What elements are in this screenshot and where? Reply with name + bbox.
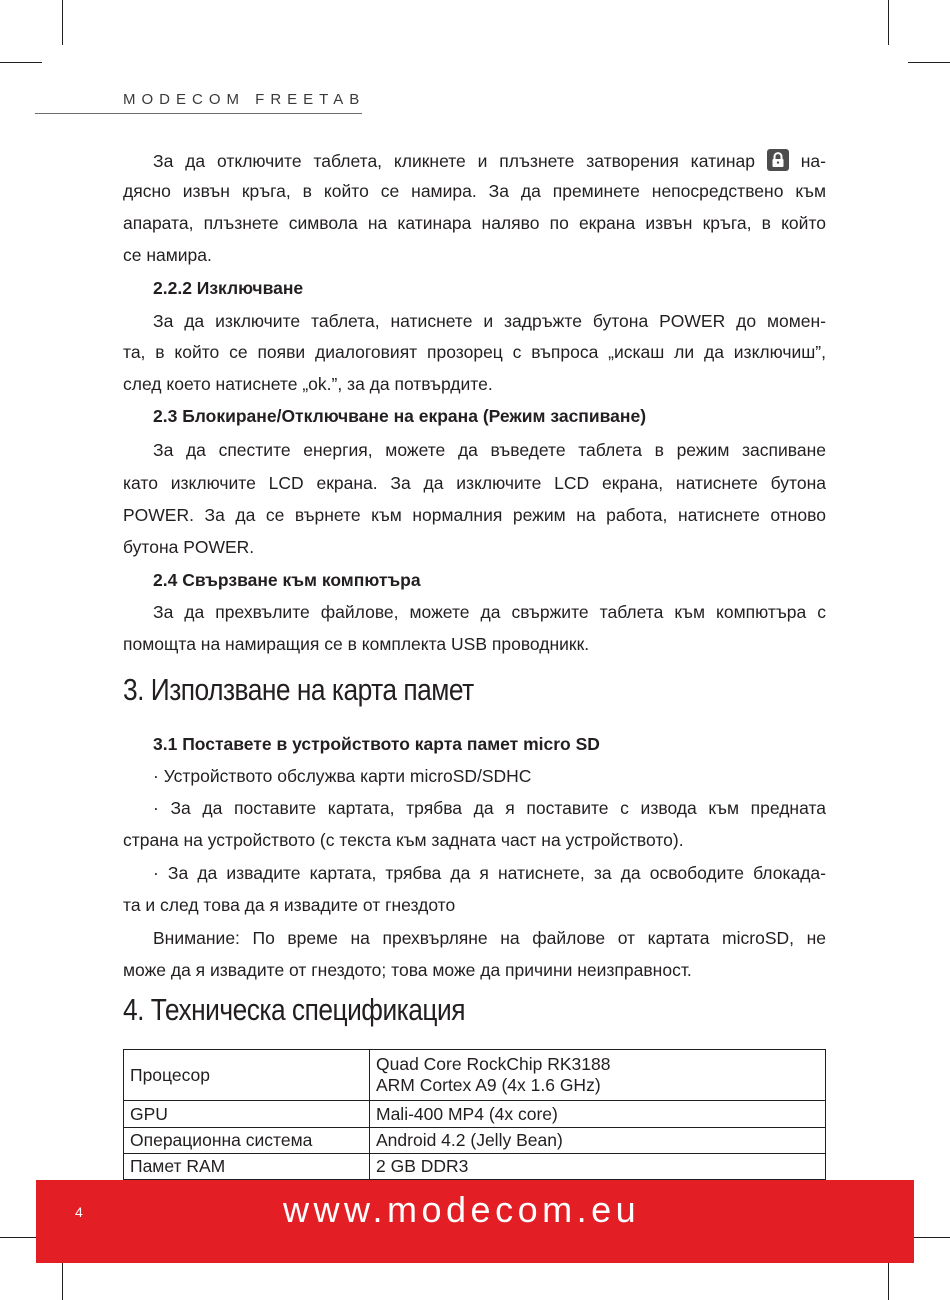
section-heading: 3. Използване на карта памет [123, 672, 474, 707]
body-text: на- [800, 151, 826, 171]
subsection-heading: 2.2.2 Изключване [153, 278, 304, 298]
crop-mark [0, 62, 42, 63]
body-line: За да прехвълите файлове, можете да свържите таблета към компютъра с [153, 602, 826, 622]
spec-value-line: ARM Cortex A9 (4x 1.6 GHz) [376, 1075, 601, 1095]
crop-mark [62, 0, 63, 45]
body-line: POWER. За да се върнете към нормалния режим на работа, натиснете отново [123, 505, 826, 525]
table-row [124, 1050, 826, 1101]
subsection-heading: 3.1 Поставете в устройството карта памет micro SD [153, 734, 600, 754]
bullet-line: · За да поставите картата, трябва да я поставите с извода към предната [153, 798, 826, 818]
body-line [153, 149, 826, 171]
warning-line: може да я извадите от гнездото; това може да причини неизправност. [123, 960, 692, 980]
body-line: страна на устройството (с текста към задната част на устройството). [123, 830, 684, 850]
body-line: та и след това да я извадите от гнездото [123, 895, 456, 915]
subsection-heading: 2.4 Свързване към компютъра [153, 570, 421, 590]
bullet-line: · За да извадите картата, трябва да я натиснете, за да освободите блокада- [153, 863, 826, 883]
spec-value: Mali-400 MP4 (4x core) [370, 1101, 826, 1128]
subsection-heading: 2.3 Блокиране/Отключване на екрана (Режим заспиване) [153, 406, 647, 426]
crop-mark [888, 0, 889, 45]
body-text: За да отключите таблета, кликнете и плъзнете затворения катинар [153, 151, 755, 171]
crop-mark [888, 1258, 889, 1300]
footer-url: www.modecom.eu [283, 1189, 641, 1230]
spec-label: Процесор [124, 1050, 370, 1101]
crop-mark [62, 1258, 63, 1300]
section-heading: 4. Техническа спецификация [123, 992, 465, 1027]
body-line: като изключите LCD екрана. За да изключите LCD екрана, натиснете бутона [123, 473, 826, 493]
body-line: та, в който се появи диалоговият прозорец с въпроса „искаш ли да изключиш”, [123, 342, 826, 362]
table-row [124, 1128, 826, 1154]
crop-mark [908, 62, 950, 63]
body-line: бутона POWER. [123, 537, 255, 557]
spec-value-line: Quad Core RockChip RK3188 [376, 1054, 611, 1074]
table-row [124, 1154, 826, 1180]
header-rule [35, 113, 362, 114]
body-line: апарата, плъзнете символа на катинара наляво по екрана извън кръга, в който [123, 213, 826, 233]
bullet-line: · Устройството обслужва карти microSD/SDHC [153, 766, 532, 786]
body-line: дясно извън кръга, в който се намира. За да преминете непосредствено към [123, 181, 826, 201]
page-number: 4 [75, 1204, 83, 1220]
lock-icon-graphic [767, 149, 789, 171]
spec-value [370, 1050, 826, 1101]
body-line: помощта на намиращия се в комплекта USB проводникк. [123, 634, 590, 654]
warning-line: Внимание: По време на прехвърляне на файлове от картата microSD, не [153, 928, 826, 948]
lock-icon [767, 149, 789, 171]
spec-value: 2 GB DDR3 [370, 1154, 826, 1180]
running-header: MODECOM FREETAB [123, 91, 366, 108]
spec-table [123, 1049, 826, 1180]
body-line: след което натиснете „ok.”, за да потвърдите. [123, 374, 493, 394]
spec-value: Android 4.2 (Jelly Bean) [370, 1128, 826, 1154]
body-line: За да изключите таблета, натиснете и задръжте бутона POWER до момен- [153, 311, 826, 331]
body-line: се намира. [123, 245, 212, 265]
table-row [124, 1101, 826, 1128]
body-line: За да спестите енергия, можете да въведете таблета в режим заспиване [153, 440, 826, 460]
spec-label: Операционна система [124, 1128, 370, 1154]
crop-mark [0, 1237, 40, 1238]
crop-mark [910, 1237, 950, 1238]
spec-label: Памет RAM [124, 1154, 370, 1180]
spec-label: GPU [124, 1101, 370, 1128]
